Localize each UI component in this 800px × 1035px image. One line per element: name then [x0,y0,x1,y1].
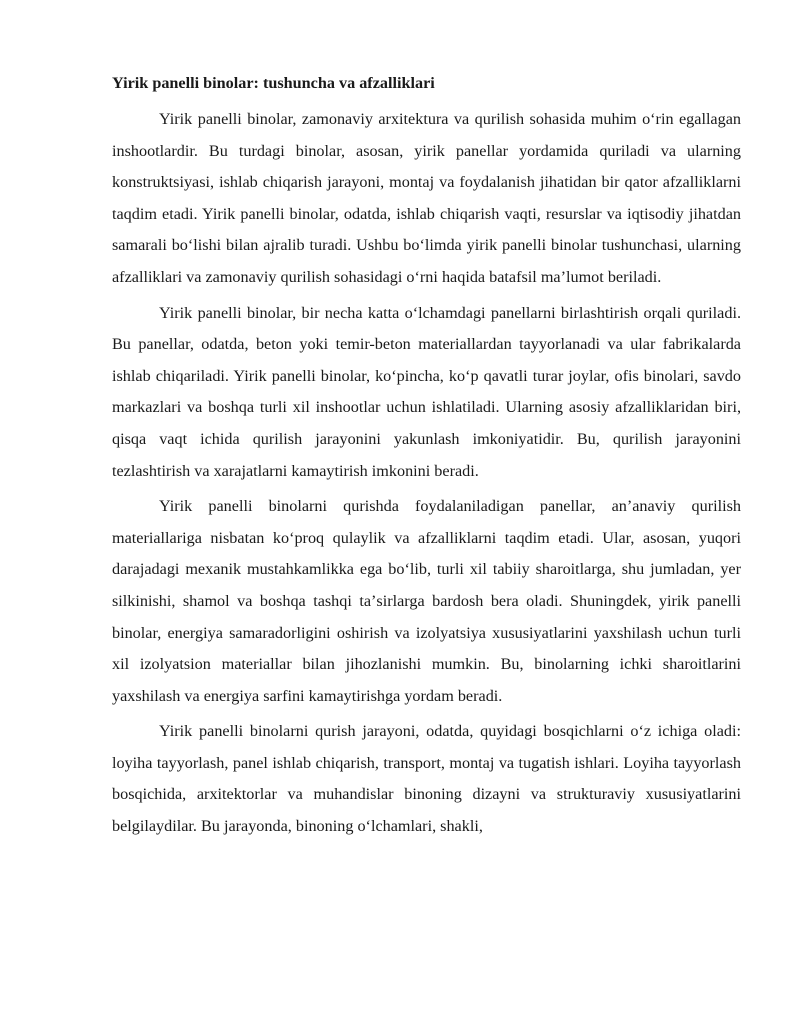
document-title: Yirik panelli binolar: tushuncha va afzalliklari [112,74,435,92]
paragraph-3: Yirik panelli binolarni qurishda foydalaniladigan panellar, anʼanaviy qurilish materiallariga nisbatan koʻproq qulaylik va afzalliklarni taqdim etadi. Ular, asosan, yuqori darajadagi mexanik mustahkamlikka ega boʻlib, turli xil tabiiy sharoitlarga, shu jumladan, yer silkinishi, shamol va boshqa tashqi taʼsirlarga bardosh bera oladi. Shuningdek, yirik panelli binolar, energiya samaradorligini oshirish va izolyatsiya xususiyatlarini yaxshilash uchun turli xil izolyatsion materiallar bilan jihozlanishi mumkin. Bu, binolarning ichki sharoitlarini yaxshilash va energiya sarfini kamaytirishga yordam beradi. [112,497,741,705]
document-body [112,72,741,847]
paragraph-4: Yirik panelli binolarni qurish jarayoni, odatda, quyidagi bosqichlarni oʻz ichiga oladi: loyiha tayyorlash, panel ishlab chiqarish, transport, montaj va tugatish ishlari. Loyiha tayyorlash bosqichida, arxitektorlar va muhandislar binoning dizayni va strukturaviy xususiyatlarini belgilaydilar. Bu jarayonda, binoning oʻlchamlari, shakli, [112,722,741,836]
paragraph-1: Yirik panelli binolar, zamonaviy arxitektura va qurilish sohasida muhim oʻrin egallagan inshootlardir. Bu turdagi binolar, asosan, yirik panellar yordamida quriladi va ularning konstruktsiyasi, ishlab chiqarish jarayoni, montaj va foydalanish jihatidan bir qator afzalliklarni taqdim etadi. Yirik panelli binolar, odatda, ishlab chiqarish vaqti, resurslar va iqtisodiy jihatdan samarali boʻlishi bilan ajralib turadi. Ushbu boʻlimda yirik panelli binolar tushunchasi, ularning afzalliklari va zamonaviy qurilish sohasidagi oʻrni haqida batafsil maʼlumot beriladi. [112,110,741,286]
paragraph-2: Yirik panelli binolar, bir necha katta oʻlchamdagi panellarni birlashtirish orqali quriladi. Bu panellar, odatda, beton yoki temir-beton materiallardan tayyorlanadi va ular fabrikalarda ishlab chiqariladi. Yirik panelli binolar, koʻpincha, koʻp qavatli turar joylar, ofis binolari, savdo markazlari va boshqa turli xil inshootlar uchun ishlatiladi. Ularning asosiy afzalliklaridan biri, qisqa vaqt ichida qurilish jarayonini yakunlash imkoniyatidir. Bu, qurilish jarayonini tezlashtirish va xarajatlarni kamaytirish imkonini beradi. [112,303,741,480]
